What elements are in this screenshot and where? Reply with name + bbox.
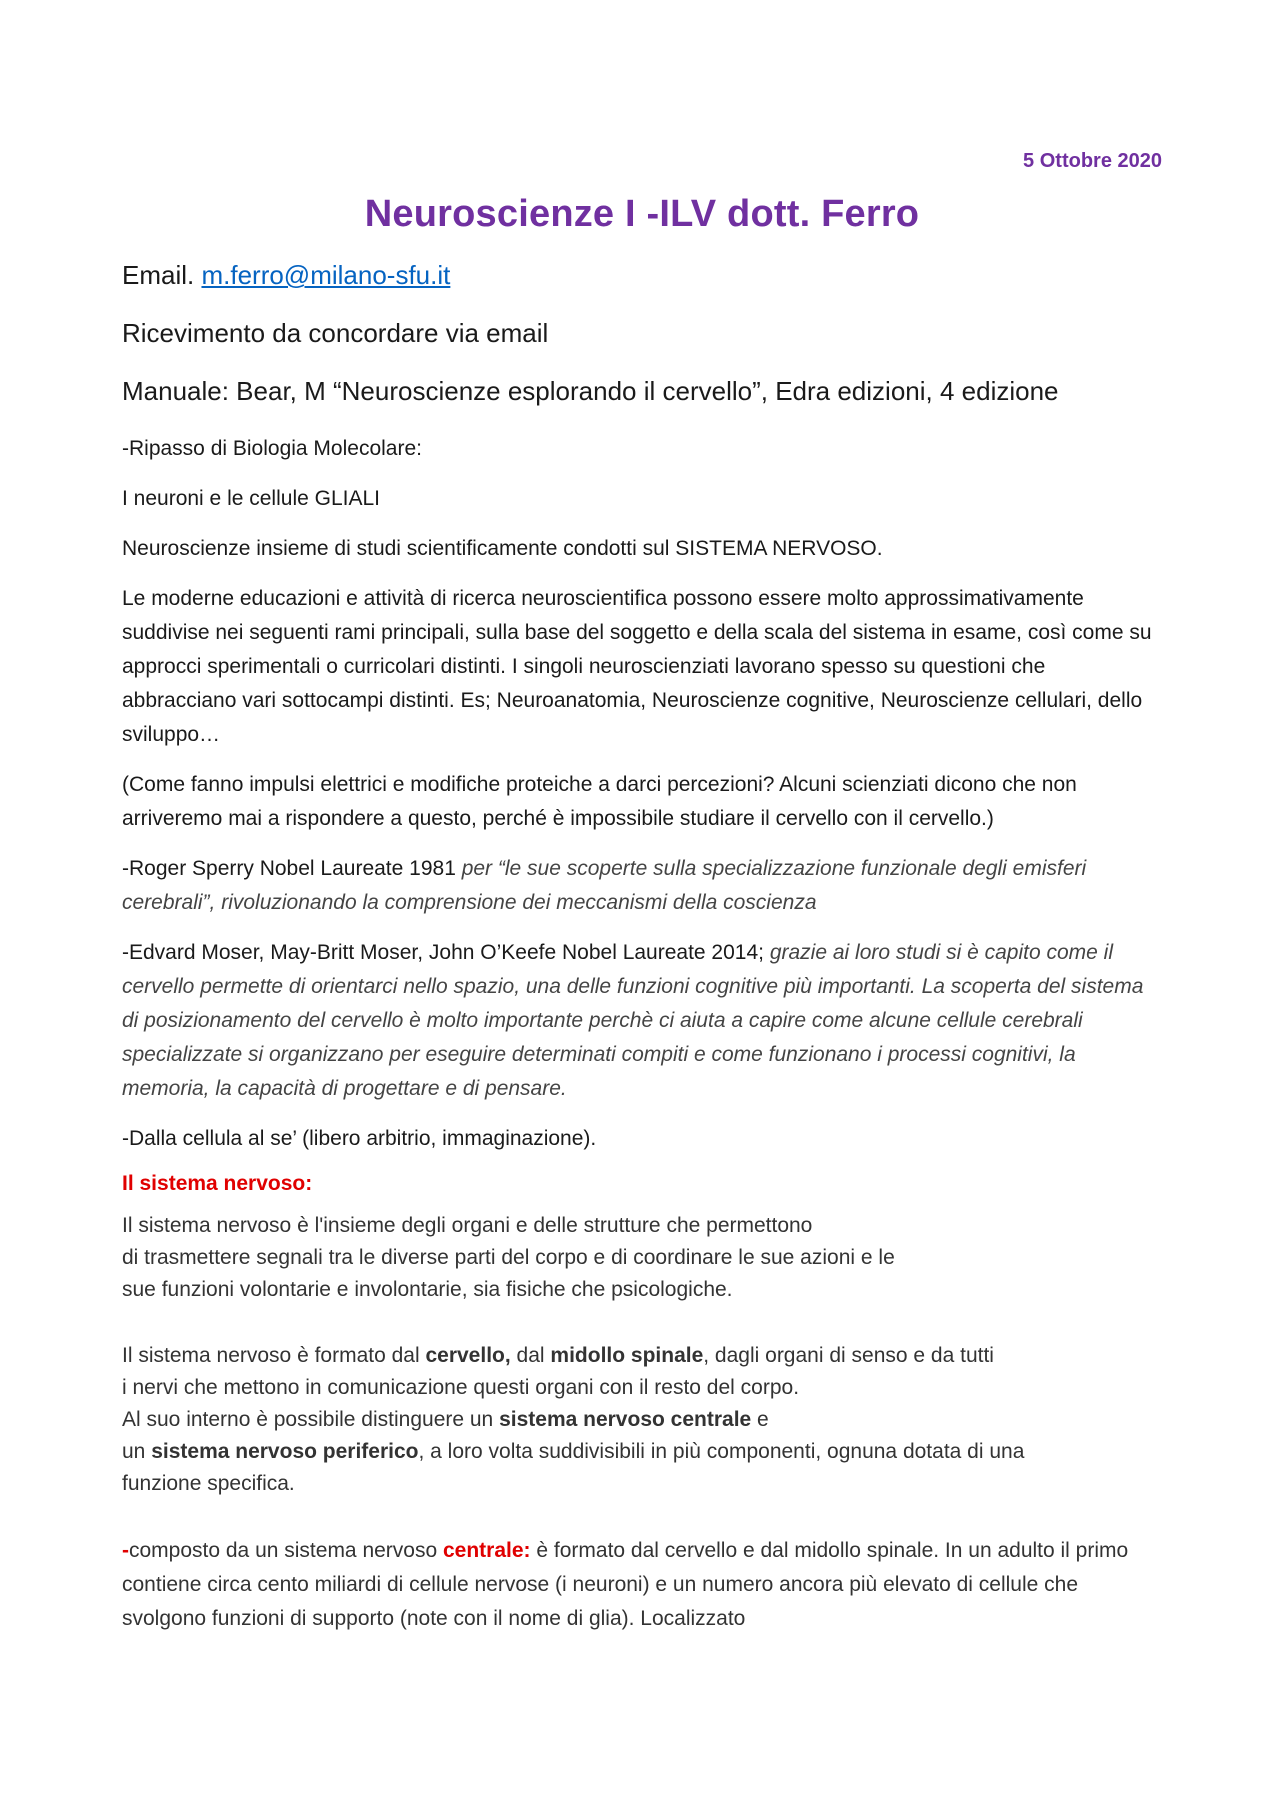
text-span: Il sistema nervoso è formato dal: [122, 1344, 426, 1367]
centrale-label: centrale:: [443, 1539, 531, 1562]
bold-span: sistema nervoso periferico: [151, 1440, 419, 1463]
text-line: di trasmettere segnali tra le diverse parti del corpo e di coordinare le sue azioni e le: [122, 1246, 895, 1269]
text-span: Al suo interno è possibile distinguere un: [122, 1408, 500, 1431]
bold-span: cervello,: [425, 1344, 511, 1367]
email-label: Email.: [122, 260, 202, 290]
text-span: e: [751, 1408, 769, 1431]
text-line: Il sistema nervoso è l'insieme degli organi e delle strutture che permettono: [122, 1214, 813, 1237]
paragraph-definition: Neuroscienze insieme di studi scientificamente condotti sul SISTEMA NERVOSO.: [122, 537, 883, 560]
bold-span: midollo spinale: [550, 1344, 704, 1367]
paragraph-sperry: [122, 852, 1162, 920]
section-title: Il sistema nervoso:: [122, 1172, 313, 1195]
document-date: 5 Ottobre 2020: [1023, 150, 1162, 172]
text-line: sue funzioni volontarie e involontarie, sia fisiche che psicologiche.: [122, 1278, 733, 1301]
text-line: [122, 1340, 1162, 1372]
paragraph-cellula: -Dalla cellula al se’ (libero arbitrio, immaginazione).: [122, 1127, 597, 1150]
paragraph-rami: Le moderne educazioni e attività di ricerca neuroscientifica possono essere molto approssimativamente suddivise nei seguenti rami principali, sulla base del soggetto e della scala del sistema in esame, così come su approcci sperimentali o curricolari distinti. I singoli neuroscienziati lavorano spesso su questioni che abbracciano vari sottocampi distinti. Es; Neuroanatomia, Neuroscienze cognitive, Neuroscienze cellulari, dello sviluppo…: [122, 587, 1152, 746]
paragraph-neuroni: I neuroni e le cellule GLIALI: [122, 487, 380, 510]
moser-name: -Edvard Moser, May-Britt Moser, John O’Keefe Nobel Laureate 2014;: [122, 941, 770, 964]
paragraph-moser: [122, 936, 1162, 1106]
text-line: [122, 1436, 1162, 1468]
text-span: è formato dal cervello e dal midollo spinale. In un adulto il primo contiene circa cento miliardi di cellule nervose (i neuroni) e un numero ancora più elevato di cellule che svolgono funzioni di supporto (note con il nome di glia). Localizzato: [122, 1539, 1129, 1630]
text-span: , dagli organi di senso e da tutti: [703, 1344, 994, 1367]
paragraph-question: (Come fanno impulsi elettrici e modifiche proteiche a darci percezioni? Alcuni scienziati dicono che non arriveremo mai a rispondere a questo, perché è impossibile studiare il cervello con il cervello.): [122, 773, 1077, 830]
manual-line: Manuale: Bear, M “Neuroscienze esplorando il cervello”, Edra edizioni, 4 edizione: [122, 376, 1059, 406]
text-span: un: [122, 1440, 152, 1463]
document-title: Neuroscienze I -ILV dott. Ferro: [364, 193, 920, 235]
text-line: i nervi che mettono in comunicazione questi organi con il resto del corpo.: [122, 1376, 800, 1399]
moser-text: grazie ai loro studi si è capito come il cervello permette di orientarci nello spazio, una delle funzioni cognitive più importanti. La scoperta del sistema di posizionamento del cervello è molto importante perchè ci aiuta a capire come alcune cellule cerebrali specializzate si organizzano per eseguire determinati compiti e come funzionano i processi cognitivi, la memoria, la capacità di progettare e di pensare.: [122, 941, 1144, 1100]
text-span: dal: [510, 1344, 551, 1367]
sperry-name: -Roger Sperry Nobel Laureate 1981: [122, 857, 462, 880]
paragraph-centrale: [122, 1534, 1162, 1636]
dash-marker: -: [122, 1539, 129, 1562]
paragraph-ripasso: -Ripasso di Biologia Molecolare:: [122, 437, 422, 460]
bold-span: sistema nervoso centrale: [499, 1408, 752, 1431]
email-line: [122, 258, 1162, 292]
block-sistema-definizione: [122, 1210, 1162, 1306]
text-line: [122, 1404, 1162, 1436]
text-span: , a loro volta suddivisibili in più componenti, ognuna dotata di una: [418, 1440, 1025, 1463]
reception-line: Ricevimento da concordare via email: [122, 318, 549, 348]
email-link[interactable]: m.ferro@milano-sfu.it: [201, 260, 451, 290]
text-span: composto da un sistema nervoso: [129, 1539, 443, 1562]
block-sistema-composizione: [122, 1340, 1162, 1500]
text-line: funzione specifica.: [122, 1472, 295, 1495]
sperry-text: per “le sue scoperte sulla specializzazione funzionale degli emisferi cerebrali”, rivoluzionando la comprensione dei meccanismi della coscienza: [122, 857, 1087, 914]
